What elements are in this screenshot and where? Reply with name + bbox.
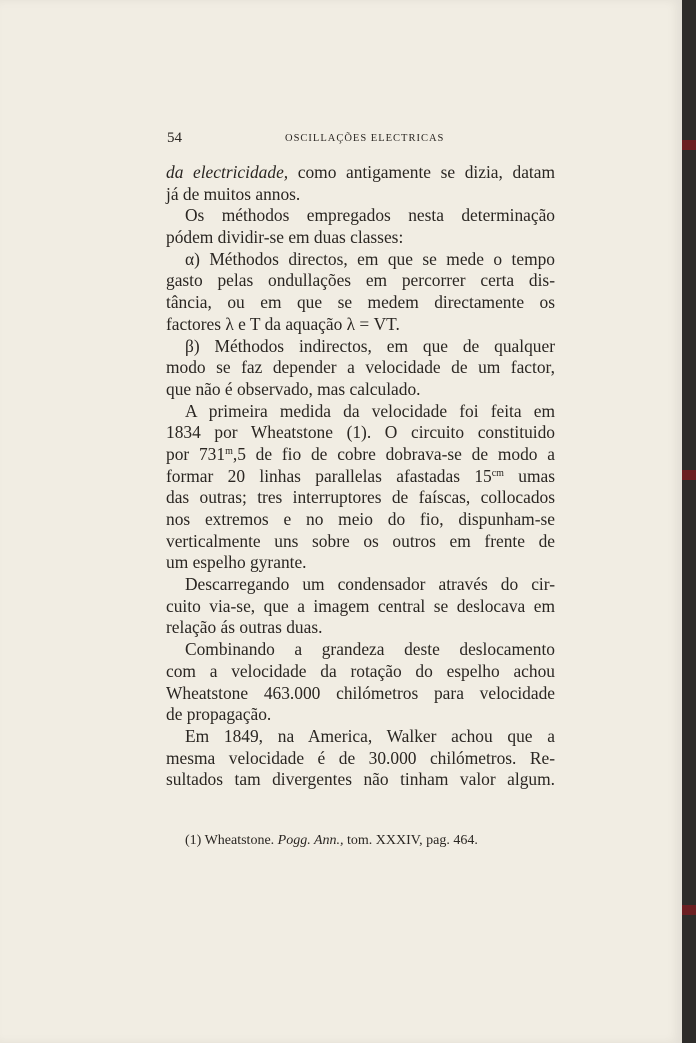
text-line bbox=[166, 552, 555, 574]
text-run: relação ás outras duas. bbox=[166, 617, 323, 638]
body-text bbox=[166, 162, 555, 791]
text-run: factores λ e T da aquação λ = VT. bbox=[166, 313, 400, 334]
superscript-unit: cm bbox=[491, 467, 504, 479]
text-run: modo se faz depender a velocidade de um factor, bbox=[166, 357, 555, 378]
text-run: cuito via-se, que a imagem central se deslocava em bbox=[166, 595, 555, 616]
edge-mark bbox=[682, 905, 696, 915]
text-run: verticalmente uns sobre os outros em frente de bbox=[166, 530, 555, 551]
text-run: um espelho gyrante. bbox=[166, 552, 307, 573]
text-run: mesma velocidade é de 30.000 chilómetros. Re- bbox=[166, 747, 555, 768]
text-line bbox=[166, 596, 555, 618]
text-line bbox=[166, 292, 555, 314]
text-run: nos extremos e no meio do fio, dispunham-se bbox=[166, 509, 555, 529]
text-line bbox=[166, 769, 555, 791]
footnote-author: Wheatstone. bbox=[204, 833, 275, 848]
text-line bbox=[166, 336, 555, 358]
text-run: gasto pelas ondullações em percorrer certa dis- bbox=[166, 270, 555, 291]
text-line bbox=[166, 704, 555, 726]
footnote-marker: (1) bbox=[185, 833, 202, 848]
text-line bbox=[166, 379, 555, 401]
text-run: Em 1849, na America, Walker achou que a bbox=[185, 725, 555, 746]
text-run: das outras; tres interruptores de faíscas, collocados bbox=[166, 487, 555, 508]
text-line bbox=[166, 314, 555, 336]
text-line bbox=[166, 249, 555, 271]
text-line bbox=[166, 639, 555, 661]
text-run: tância, ou em que se medem directamente os bbox=[166, 292, 555, 313]
text-run: β) Méthodos indirectos, em que de qualquer bbox=[185, 335, 555, 356]
page-header bbox=[167, 130, 556, 150]
text-line bbox=[166, 270, 555, 292]
text-line bbox=[166, 748, 555, 770]
book-edge bbox=[682, 0, 696, 1043]
text-run: por 731 bbox=[166, 443, 226, 464]
text-line bbox=[166, 444, 555, 466]
text-line bbox=[166, 683, 555, 705]
text-line bbox=[166, 162, 555, 184]
text-line bbox=[166, 205, 555, 227]
text-run: pódem dividir-se em duas classes: bbox=[166, 227, 404, 248]
text-line bbox=[166, 531, 555, 553]
text-line bbox=[166, 401, 555, 423]
edge-mark bbox=[682, 470, 696, 480]
text-run: de propagação. bbox=[166, 704, 272, 725]
text-run: sultados tam divergentes não tinham valor algum. bbox=[166, 769, 555, 790]
text-run: com a velocidade da rotação do espelho achou bbox=[166, 660, 555, 681]
text-run: A primeira medida da velocidade foi feita em bbox=[185, 400, 555, 421]
text-run: formar 20 linhas parallelas afastadas 15 bbox=[166, 465, 492, 486]
text-line bbox=[166, 617, 555, 639]
text-run: como antigamente se dizia, datam bbox=[288, 162, 555, 182]
text-line bbox=[166, 422, 555, 444]
text-line bbox=[166, 661, 555, 683]
text-run: Combinando a grandeza deste deslocamento bbox=[185, 639, 555, 660]
text-line bbox=[166, 574, 555, 596]
footnote-source: Pogg. Ann., bbox=[277, 833, 344, 848]
text-line bbox=[166, 726, 555, 748]
text-run: Os méthodos empregados nesta determinação bbox=[185, 205, 555, 226]
text-run: Descarregando um condensador através do cir- bbox=[185, 574, 555, 595]
text-run: umas bbox=[503, 465, 555, 486]
text-line bbox=[166, 357, 555, 379]
footnote-rest: tom. XXXIV, pag. 464. bbox=[347, 833, 478, 848]
text-run: 1834 por Wheatstone (1). O circuito constituido bbox=[166, 422, 555, 443]
footnote bbox=[185, 833, 565, 849]
text-run: ,5 de fio de cobre dobrava-se de modo a bbox=[232, 443, 555, 464]
running-title: OSCILLAÇÕES ELECTRICAS bbox=[285, 133, 445, 144]
text-run: α) Méthodos directos, em que se mede o tempo bbox=[185, 248, 555, 269]
text-line bbox=[166, 227, 555, 249]
page-number: 54 bbox=[167, 130, 182, 146]
text-line bbox=[166, 184, 555, 206]
text-line bbox=[166, 509, 555, 531]
text-run: já de muitos annos. bbox=[166, 183, 301, 204]
text-line bbox=[166, 487, 555, 509]
text-run: que não é observado, mas calculado. bbox=[166, 378, 421, 399]
superscript-unit: m bbox=[225, 445, 233, 457]
edge-mark bbox=[682, 140, 696, 150]
text-run: Wheatstone 463.000 chilómetros para velocidade bbox=[166, 682, 555, 703]
text-line bbox=[166, 466, 555, 488]
italic-phrase: da electricidade, bbox=[166, 162, 289, 182]
